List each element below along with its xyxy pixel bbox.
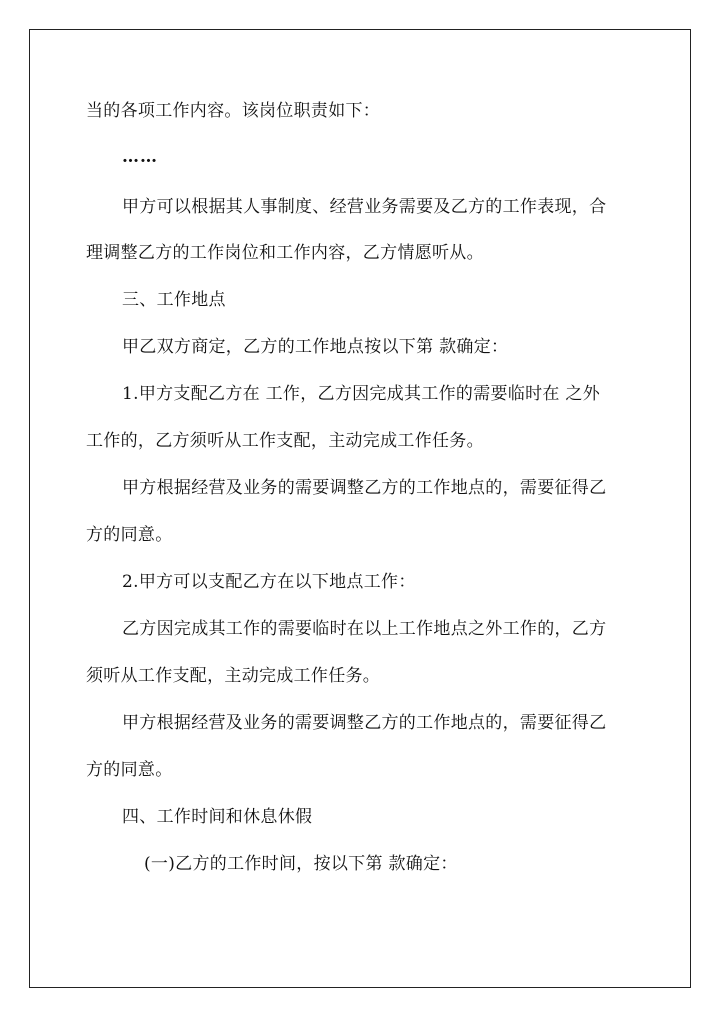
section-heading-work-time: 四、工作时间和休息休假 — [122, 807, 313, 827]
clause-2: 2.甲方可以支配乙方在以下地点工作： — [122, 572, 416, 592]
paragraph-adjust-position-line2: 理调整乙方的工作岗位和工作内容，乙方情愿听从。 — [86, 243, 484, 263]
clause-1-line1: 1.甲方支配乙方在 工作，乙方因完成其工作的需要临时在 之外 — [122, 384, 601, 404]
paragraph-location-change-2-line2: 方的同意。 — [86, 760, 173, 780]
section-heading-work-location: 三、工作地点 — [122, 290, 226, 310]
paragraph-temporary-work-line2: 须听从工作支配，主动完成工作任务。 — [86, 666, 381, 686]
ellipsis-line: …… — [122, 147, 158, 167]
clause-1-line2: 工作的，乙方须听从工作支配，主动完成工作任务。 — [86, 431, 484, 451]
paragraph-temporary-work-line1: 乙方因完成其工作的需要临时在以上工作地点之外工作的，乙方 — [122, 619, 607, 639]
paragraph-adjust-position-line1: 甲方可以根据其人事制度、经营业务需要及乙方的工作表现，合 — [122, 197, 607, 217]
paragraph-location-change-1-line2: 方的同意。 — [86, 525, 173, 545]
page-border — [29, 29, 691, 988]
paragraph-continuation-line: 当的各项工作内容。该岗位职责如下： — [86, 101, 381, 121]
paragraph-location-agreement: 甲乙双方商定，乙方的工作地点按以下第 款确定： — [122, 337, 509, 357]
paragraph-location-change-2-line1: 甲方根据经营及业务的需要调整乙方的工作地点的，需要征得乙 — [122, 713, 607, 733]
subclause-work-time: (一)乙方的工作时间，按以下第 款确定： — [144, 854, 458, 874]
paragraph-location-change-1-line1: 甲方根据经营及业务的需要调整乙方的工作地点的，需要征得乙 — [122, 478, 607, 498]
